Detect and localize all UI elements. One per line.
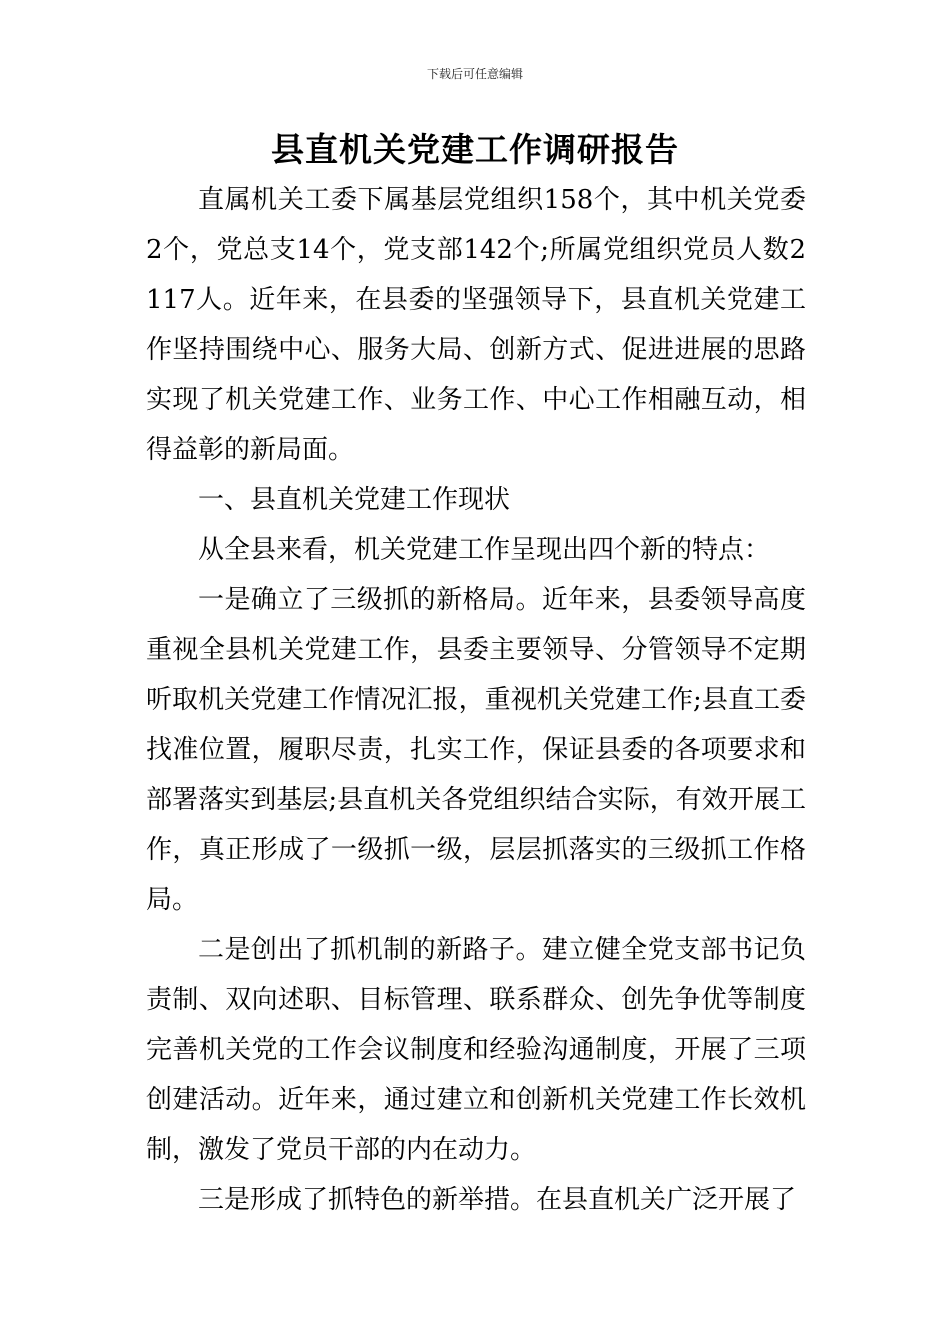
- paragraph-point-three: 三是形成了抓特色的新举措。在县直机关广泛开展了: [198, 1185, 797, 1215]
- paragraph-overview: 从全县来看，机关党建工作呈现出四个新的特点：: [198, 535, 771, 565]
- document-body: [146, 175, 806, 1225]
- paragraph-point-two: 二是创出了抓机制的新路子。建立健全党支部书记负责制、双向述职、目标管理、联系群众、创先争优等制度完善机关党的工作会议制度和经验沟通制度，开展了三项创建活动。近年来，通过建立和创新机关党建工作长效机制，激发了党员干部的内在动力。: [146, 935, 806, 1165]
- header-note: 下载后可任意编辑: [426, 67, 523, 81]
- document-title: 县直机关党建工作调研报告: [271, 130, 679, 169]
- paragraph-point-one: 一是确立了三级抓的新格局。近年来，县委领导高度重视全县机关党建工作，县委主要领导、分管领导不定期听取机关党建工作情况汇报，重视机关党建工作;县直工委找准位置，履职尽责，扎实工作，保证县委的各项要求和部署落实到基层;县直机关各党组织结合实际，有效开展工作，真正形成了一级抓一级，层层抓落实的三级抓工作格局。: [146, 585, 806, 915]
- section-heading-status: 一、县直机关党建工作现状: [198, 485, 511, 515]
- paragraph-intro: 直属机关工委下属基层党组织158个，其中机关党委2个，党总支14个，党支部142个;所属党组织党员人数2117人。近年来，在县委的坚强领导下，县直机关党建工作坚持围绕中心、服务大局、创新方式、促进进展的思路实现了机关党建工作、业务工作、中心工作相融互动，相得益彰的新局面。: [146, 185, 806, 465]
